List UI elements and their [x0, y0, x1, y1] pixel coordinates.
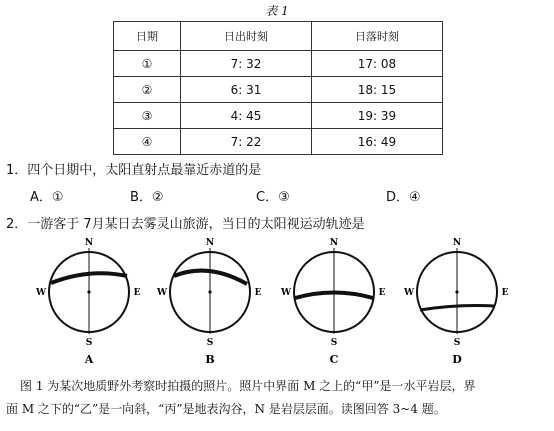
table-cell: 17: 08	[311, 51, 442, 77]
table-header-row	[114, 22, 443, 51]
table-cell: 16: 49	[311, 129, 442, 155]
west-label: W	[403, 288, 415, 298]
table-caption: 表 1	[265, 4, 289, 18]
observer-dot	[208, 290, 211, 293]
diagram-label: D	[452, 353, 462, 366]
east-label: E	[254, 288, 262, 298]
south-label: S	[85, 338, 93, 348]
q1-option-a[interactable]: A．①	[30, 190, 64, 205]
q1-option-c[interactable]: C．③	[256, 190, 290, 205]
diagram-label: B	[205, 353, 215, 366]
table-cell: ③	[114, 103, 181, 129]
paragraph-line-2: 面 M 之下的“乙”是一向斜，“丙”是地表沟谷，N 是岩层层面。读图回答 3~4 题。	[6, 402, 446, 416]
column-header-sunset: 日落时刻	[311, 22, 442, 51]
table-cell: 4: 45	[180, 103, 311, 129]
question-1-text: 1．四个日期中，太阳直射点最靠近赤道的是	[6, 163, 262, 178]
table-row	[114, 51, 443, 77]
south-label: S	[206, 338, 214, 348]
east-label: E	[501, 288, 509, 298]
south-label: S	[330, 338, 338, 348]
east-label: E	[378, 288, 386, 298]
table-cell: 7: 32	[180, 51, 311, 77]
table-row	[114, 129, 443, 155]
table-row	[114, 103, 443, 129]
sunrise-sunset-table	[113, 21, 443, 155]
table-cell: ②	[114, 77, 181, 103]
q1-option-b[interactable]: B．②	[130, 190, 164, 205]
table-cell: 19: 39	[311, 103, 442, 129]
north-label: N	[205, 238, 215, 248]
paragraph-line-1: 图 1 为某次地质野外考察时拍摄的照片。照片中界面 M 之上的“甲”是一水平岩层，界	[20, 379, 476, 393]
observer-dot	[455, 290, 458, 293]
table-row	[114, 77, 443, 103]
north-label: N	[452, 238, 462, 248]
west-label: W	[156, 288, 168, 298]
sun-path-diagram-b[interactable]	[158, 234, 262, 368]
observer-dot	[87, 290, 90, 293]
north-label: N	[84, 238, 94, 248]
question-2-text: 2．一游客于 7月某日去雾灵山旅游，当日的太阳视运动轨迹是	[6, 217, 365, 232]
sun-path-diagram-c[interactable]	[282, 234, 386, 368]
column-header-date: 日期	[114, 22, 181, 51]
sun-path-diagram-d[interactable]	[405, 234, 509, 368]
column-header-sunrise: 日出时刻	[180, 22, 311, 51]
table-cell: 18: 15	[311, 77, 442, 103]
west-label: W	[280, 288, 292, 298]
table-cell: 6: 31	[180, 77, 311, 103]
diagram-label: A	[84, 353, 94, 366]
q1-option-d[interactable]: D．④	[386, 190, 421, 205]
table-cell: ①	[114, 51, 181, 77]
sun-path-diagram-a[interactable]	[37, 234, 141, 368]
table-cell: ④	[114, 129, 181, 155]
west-label: W	[35, 288, 47, 298]
table-cell: 7: 22	[180, 129, 311, 155]
north-label: N	[329, 238, 339, 248]
east-label: E	[133, 288, 141, 298]
diagram-label: C	[329, 353, 339, 366]
south-label: S	[453, 338, 461, 348]
